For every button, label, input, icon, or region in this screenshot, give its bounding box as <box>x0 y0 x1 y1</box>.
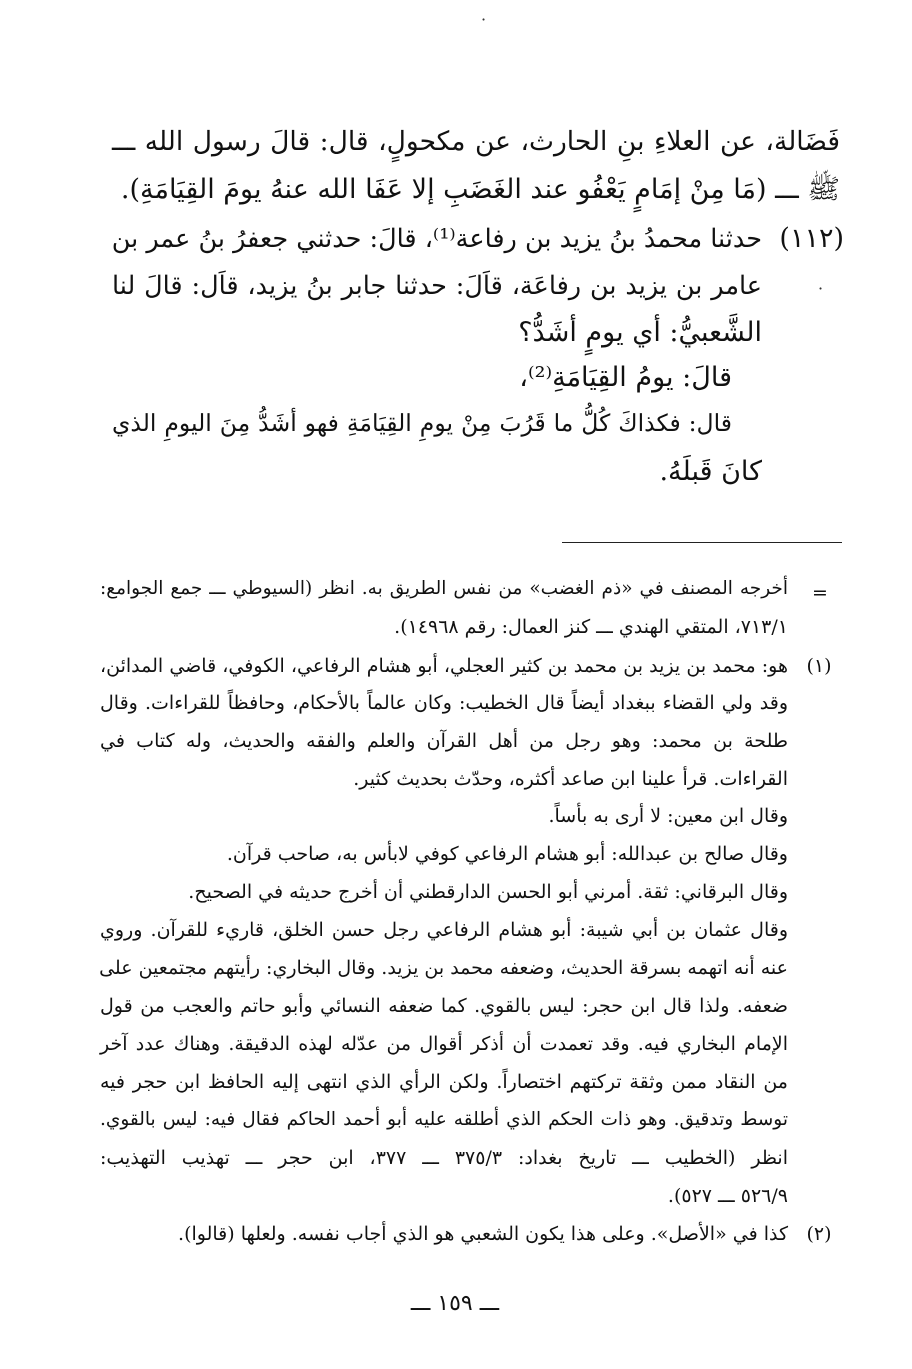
footnote-line: الإمام البخاري فيه. وقد تعمدت أن أذكر أقوال من عدّله لهذه الدقيقة. وهناك عدد آخر <box>100 1033 788 1055</box>
footnote-line: ٧١٣/١، المتقي الهندي ـــ كنز العمال: رقم ١٤٩٦٨). <box>394 616 788 638</box>
footnote-line: وقال صالح بن عبدالله: أبو هشام الرفاعي كوفي لابأس به، صاحب قرآن. <box>226 843 788 865</box>
footnote-marker-2: (٢) <box>806 1223 832 1245</box>
main-line: الشَّعبيُّ: أي يومٍ أشَدُّ؟ <box>518 317 762 348</box>
main-line: ﷺ ـــ (مَا مِنْ إمَامٍ يَعْفُو عند الغَضَبِ إلا عَفَا الله عنهُ يومَ القِيَامَةِ). <box>120 174 840 205</box>
footnote-separator <box>562 542 842 543</box>
footnote-line: أخرجه المصنف في «ذم الغضب» من نفس الطريق به. انظر (السيوطي ـــ جمع الجوامع: <box>100 578 788 599</box>
footnote-line: كذا في «الأصل». وعلى هذا يكون الشعبي هو الذي أجاب نفسه. ولعلها (قالوا). <box>178 1223 788 1245</box>
footnote-line: طلحة بن محمد: وهو رجل من أهل القرآن والعلم والفقه والحديث، وله كتاب في <box>100 730 788 752</box>
footnote-line: وقال البرقاني: ثقة. أمرني أبو الحسن الدارقطني أن أخرج حديثه في الصحيح. <box>188 881 788 903</box>
main-line: كانَ قَبلَهُ. <box>659 456 762 487</box>
main-line: قال: فكذاكَ كُلُّ ما قَرُبَ مِنْ يومِ القِيَامَةِ فهو أشَدُّ مِنَ اليومِ الذي <box>112 409 732 437</box>
main-line: عامر بن يزيد بن رفاعَة، قاَلَ: حدثنا جابر بنُ يزيد، قاَل: قالَ لنا <box>112 271 762 301</box>
footnote-line: عنه أنه اتهمه بسرقة الحديث، وضعفه محمد بن يزيد. وقال البخاري: رأيتهم مجتمعين على <box>99 957 788 979</box>
scan-speck: · <box>818 279 824 298</box>
footnote-line: توسط وتدقيق. وهو ذات الحكم الذي أطلقه عليه أبو أحمد الحاكم فقال فيه: ليس بالقوي. <box>100 1109 788 1130</box>
footnote-line: انظر (الخطيب ـــ تاريخ بغداد: ٣٧٥/٣ ـــ ٣٧٧، ابن حجر ـــ تهذيب التهذيب: <box>100 1147 788 1169</box>
footnote-line: وقد ولي القضاء ببغداد أيضاً قال الخطيب: وكان عالماً بالأحكام، وحافظاً للقراءات. وقال <box>100 692 788 714</box>
hadith-number: (١١٢) <box>779 223 844 254</box>
continuation-marker: = <box>812 582 828 604</box>
main-line: حدثنا محمدُ بنُ يزيد بن رفاعة⁽¹⁾، قالَ: حدثني جعفرُ بنُ عمر بن <box>111 224 762 254</box>
scan-speck: · <box>481 10 487 29</box>
footnote-line: ضعفه. ولذا قال ابن حجر: ليس بالقوي. كما ضعفه النسائي وأبو حاتم والعجب من قول <box>100 995 788 1017</box>
page-number: ـــ ١٥٩ ـــ <box>410 1291 500 1316</box>
footnote-line: من النقاد ممن وثقة تركتهم اختصاراً. ولكن الرأي الذي انتهى إليه الحافظ ابن حجر فيه <box>100 1071 788 1093</box>
footnote-marker-1: (١) <box>806 655 832 677</box>
footnote-line: ٥٢٦/٩ ـــ ٥٢٧). <box>667 1185 788 1207</box>
footnote-line: وقال عثمان بن أبي شيبة: أبو هشام الرفاعي رجل حسن الخلق، قاريء للقرآن. وروي <box>100 919 788 941</box>
main-line: فَضَالة، عن العلاءِ بنِ الحارث، عن مكحولٍ، قال: قالَ رسول الله ـــ <box>112 126 840 157</box>
main-line: قالَ: يومُ القِيَامَةِ⁽²⁾، <box>519 362 732 393</box>
footnote-line: هو: محمد بن يزيد بن محمد بن كثير العجلي، أبو هشام الرفاعي، الكوفي، قاضي المدائن، <box>100 655 788 677</box>
footnote-line: وقال ابن معين: لا أرى به بأساً. <box>548 805 788 827</box>
footnote-line: القراءات. قرأ علينا ابن صاعد أكثره، وحدّث بحديث كثير. <box>353 768 788 790</box>
